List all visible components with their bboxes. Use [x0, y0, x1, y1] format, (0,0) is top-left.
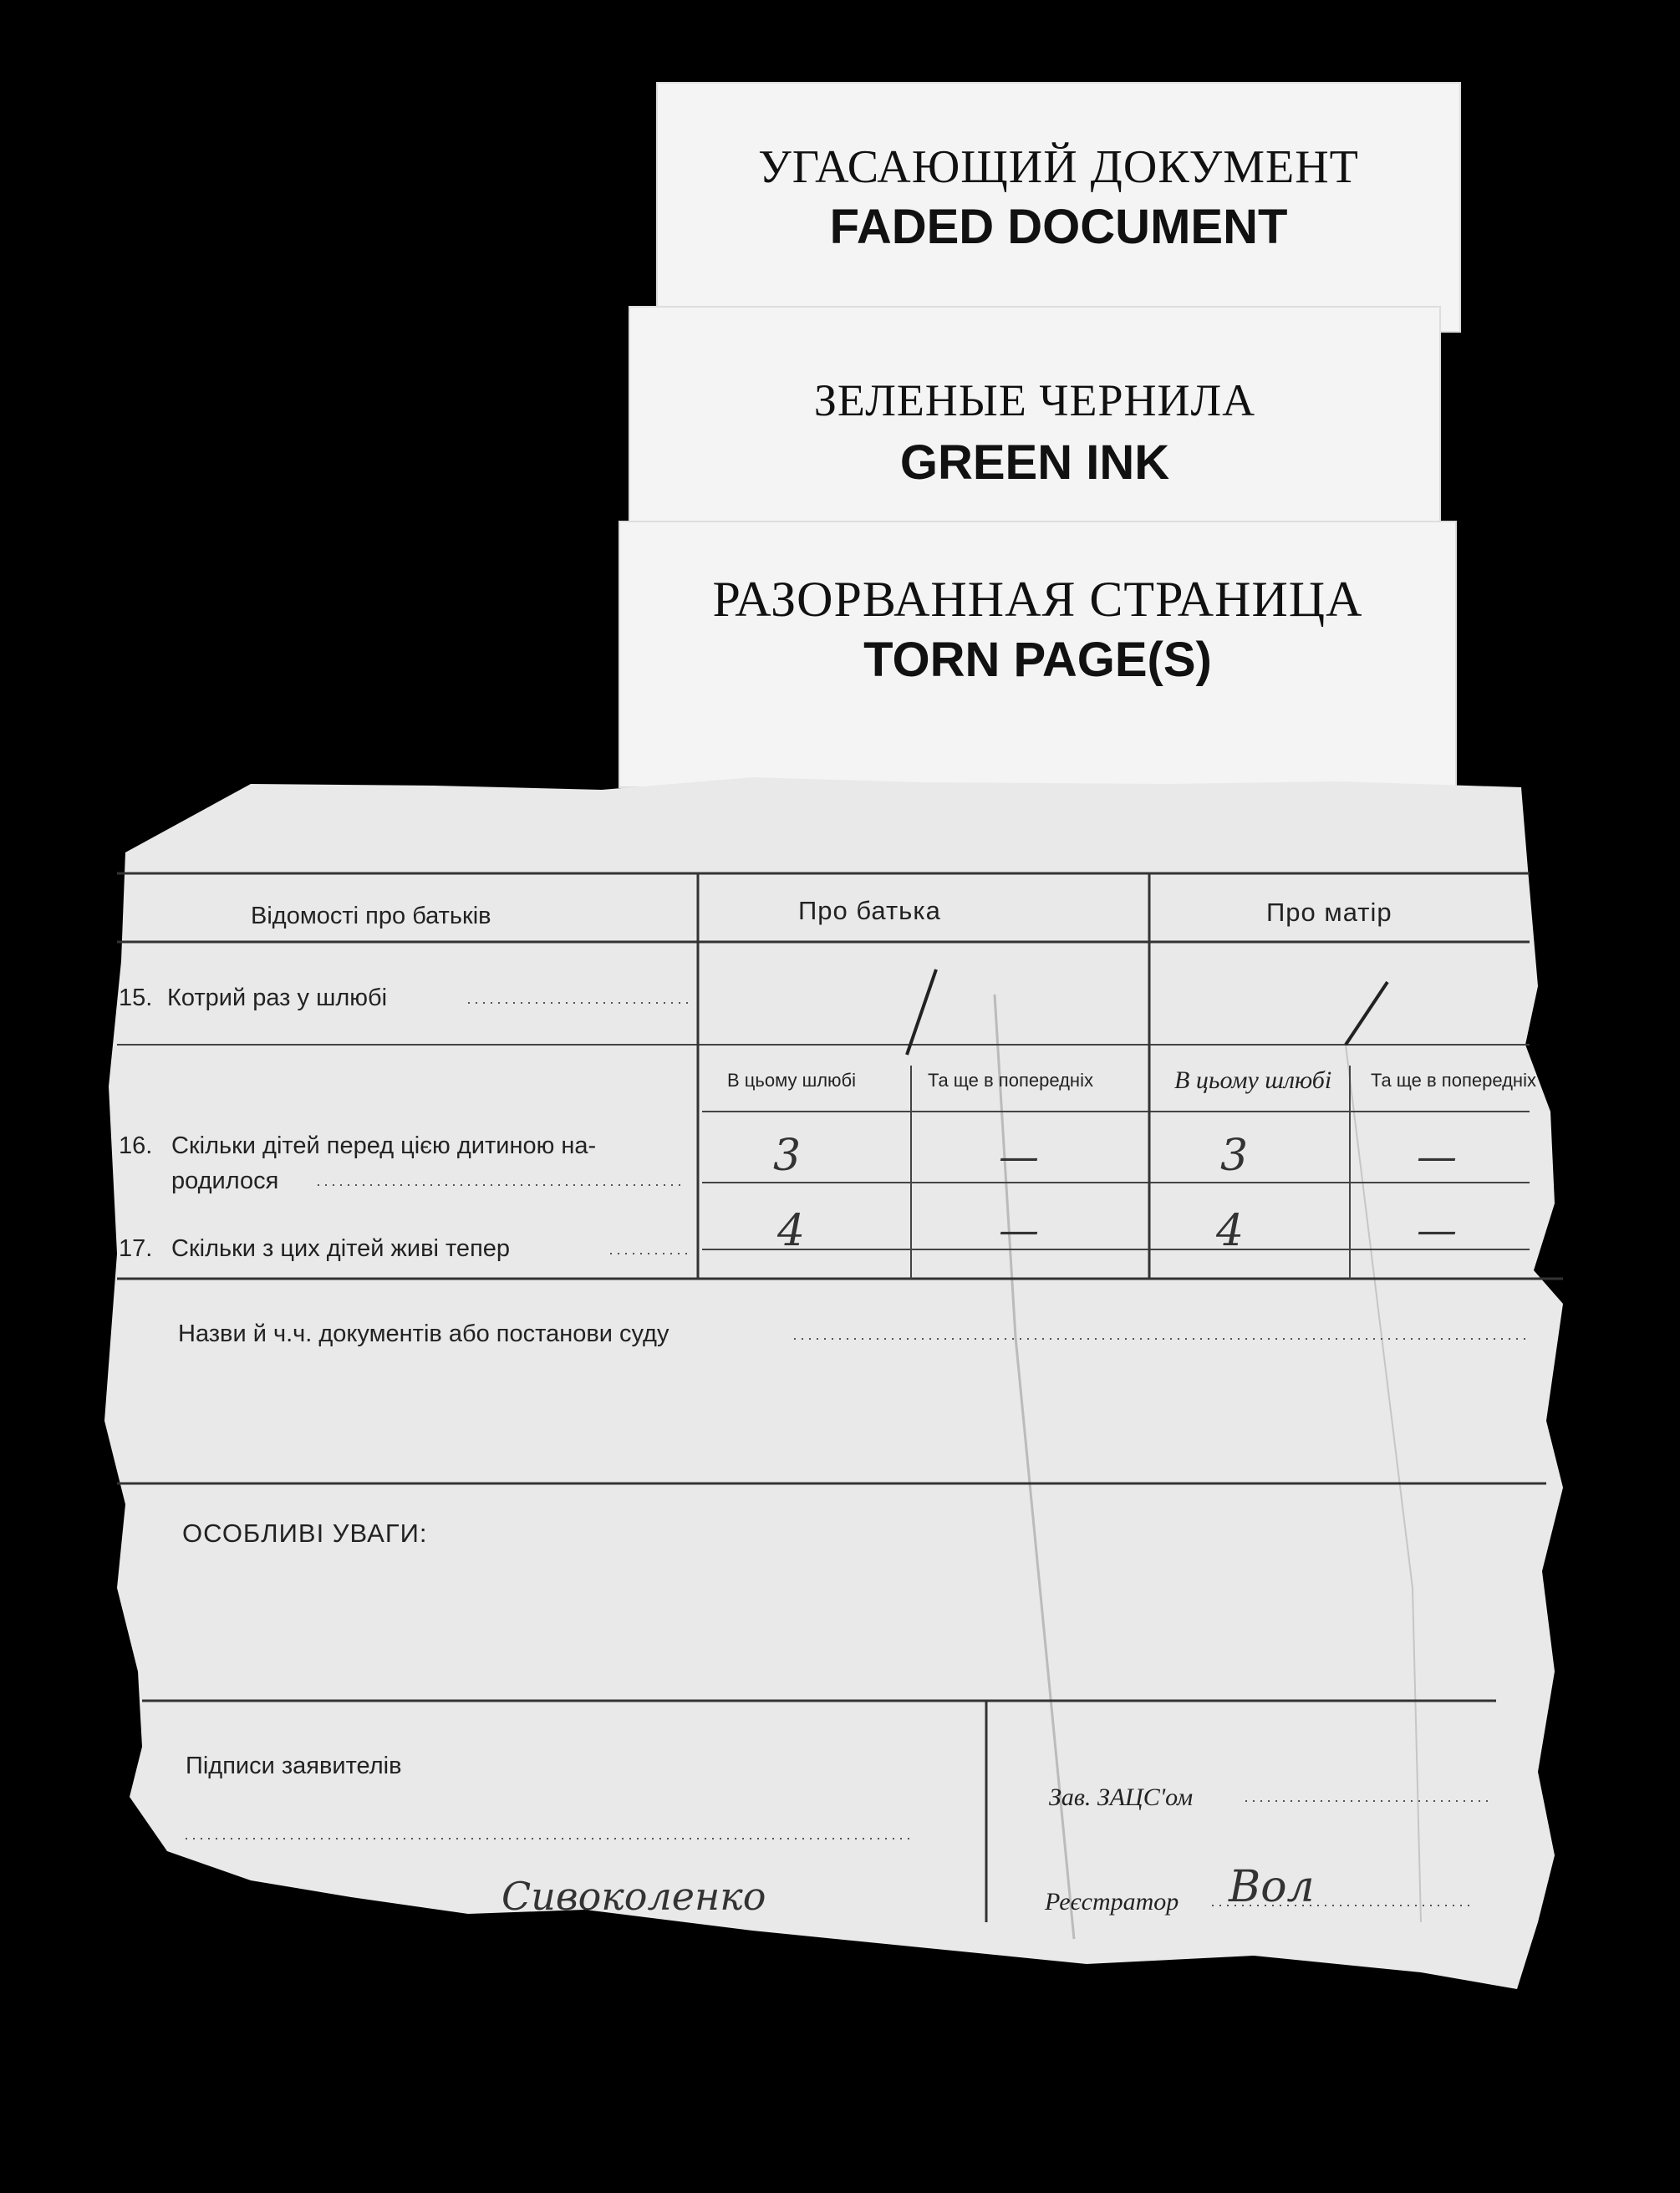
row17-mother-prev: —	[1417, 1207, 1457, 1254]
documents-label: Назви й ч.ч. документів або постанови суду	[178, 1320, 669, 1347]
applicant-signature: Сивоколенко	[501, 1874, 766, 1919]
row16-label-line1: Скільки дітей перед цією дитиною на-	[171, 1132, 597, 1159]
row16-father-prev: —	[999, 1133, 1039, 1180]
card-ru-text: УГАСАЮЩИЙ ДОКУМЕНТ	[758, 141, 1359, 193]
special-notes-label: ОСОБЛИВІ УВАГИ:	[182, 1519, 428, 1548]
row16-father-this: 3	[773, 1131, 802, 1181]
card-ru-text: РАЗОРВАННАЯ СТРАНИЦА	[712, 572, 1363, 627]
row17-father-this: 4	[777, 1206, 806, 1256]
parents-info-header: Відомості про батьків	[251, 903, 491, 929]
row16-label-line2: родилося	[171, 1168, 279, 1194]
subheader-this-marriage-father: В цьому шлюбі	[727, 1070, 857, 1091]
subheader-this-marriage-mother: В цьому шлюбі	[1174, 1066, 1332, 1094]
mother-header: Про матір	[1266, 898, 1392, 927]
card-en-text: GREEN INK	[899, 435, 1170, 490]
row15-label: Котрий раз у шлюбі	[167, 985, 388, 1011]
row17-number: 17.	[119, 1235, 153, 1262]
head-label: Зав. ЗАЦС'ом	[1049, 1783, 1194, 1811]
registrar-signature: Вол	[1229, 1862, 1315, 1912]
card-en-text: TORN PAGE(S)	[863, 633, 1212, 687]
signatures-label: Підписи заявителів	[186, 1753, 402, 1779]
row16-number: 16.	[119, 1132, 153, 1159]
row16-mother-this: 3	[1220, 1131, 1249, 1181]
row16-mother-prev: —	[1417, 1133, 1457, 1180]
row15-number: 15.	[119, 985, 153, 1011]
registrar-label: Реєстратор	[1045, 1888, 1179, 1916]
father-header: Про батька	[798, 896, 941, 925]
paper-sheet	[104, 777, 1563, 1989]
card-ru-text: ЗЕЛЕНЫЕ ЧЕРНИЛА	[813, 375, 1256, 425]
row17-mother-this: 4	[1216, 1206, 1245, 1256]
card-en-text: FADED DOCUMENT	[829, 200, 1288, 254]
row17-label: Скільки з цих дітей живі тепер	[171, 1235, 511, 1262]
row17-father-prev: —	[999, 1207, 1039, 1254]
subheader-previous-father: Та ще в попередніх	[928, 1070, 1093, 1091]
subheader-previous-mother: Та ще в попередніх	[1371, 1070, 1536, 1091]
